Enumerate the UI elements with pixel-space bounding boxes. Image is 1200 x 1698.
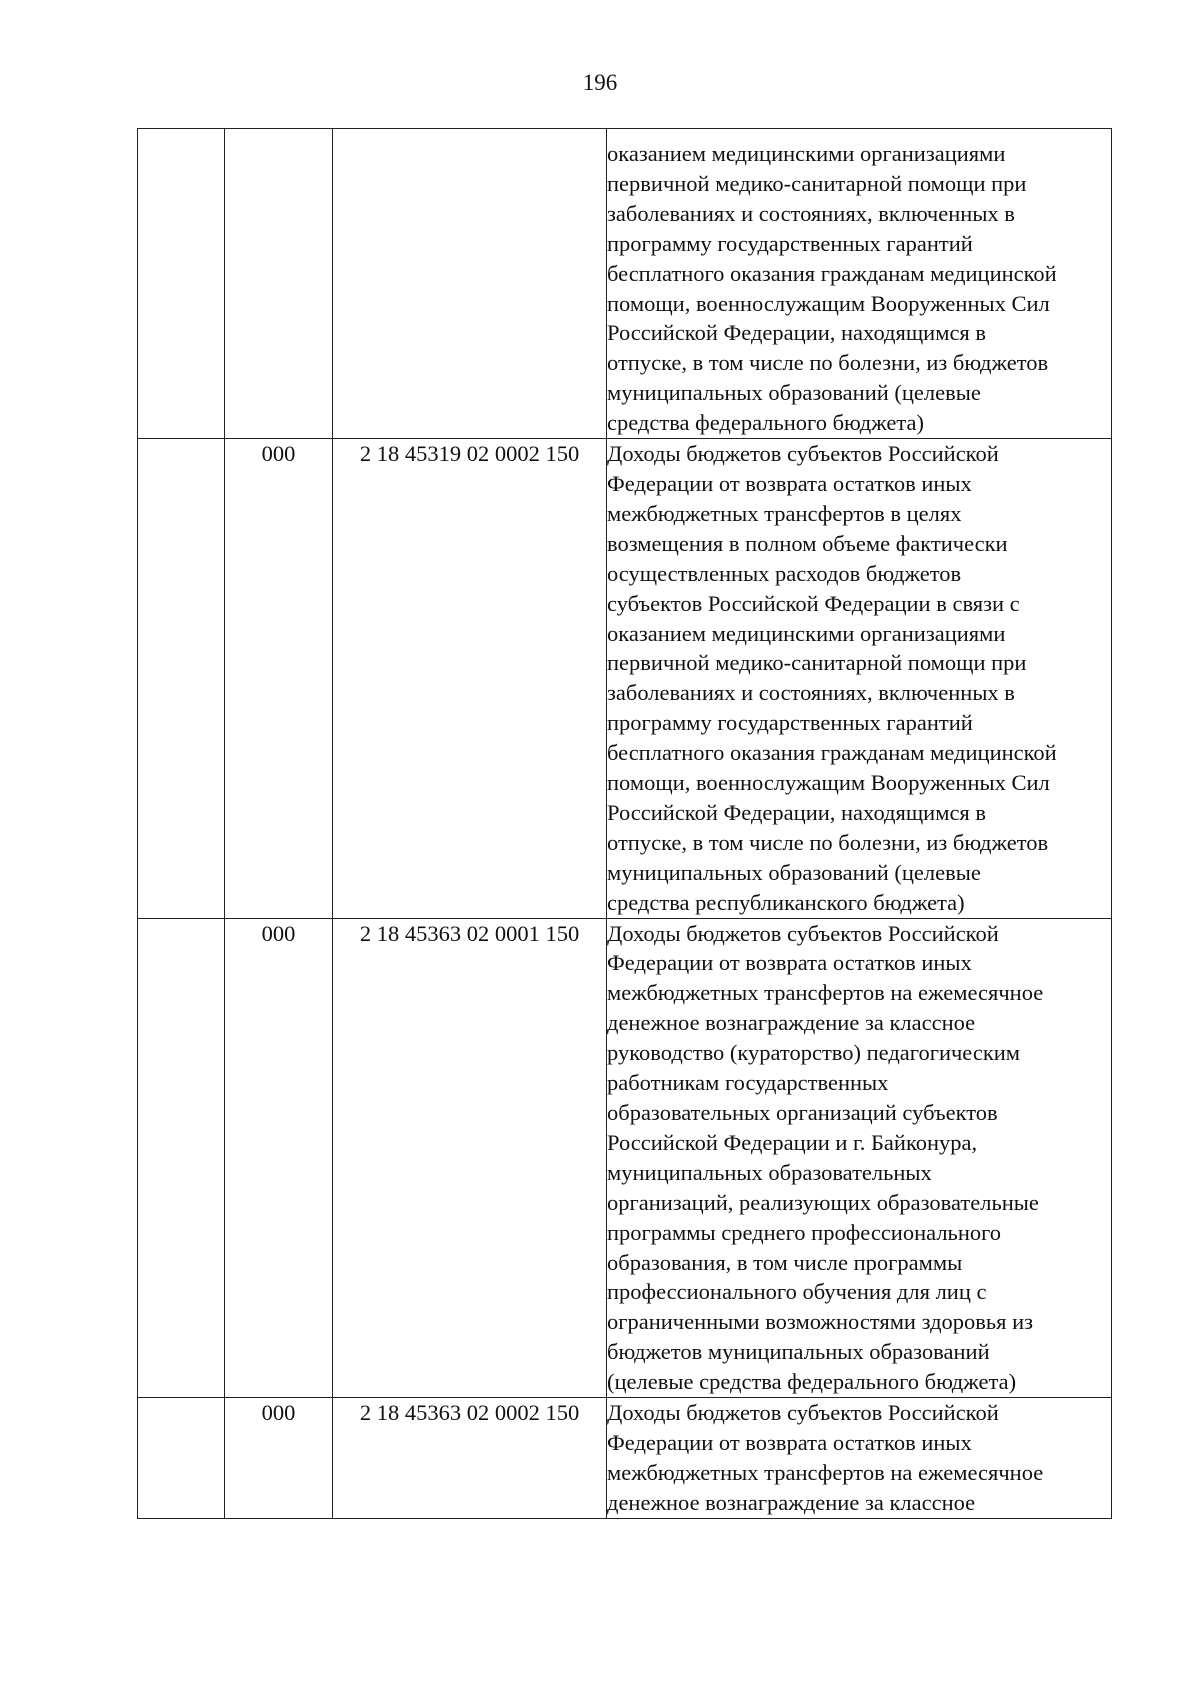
- description-line: программы среднего профессионального: [607, 1219, 1002, 1245]
- description-line: отпуске, в том числе по болезни, из бюджетов: [607, 350, 1049, 376]
- description-line: (целевые средства федерального бюджета): [607, 1369, 1017, 1395]
- budget-code-cell: 2 18 45363 02 0002 150: [333, 1398, 607, 1519]
- page-number: 196: [582, 70, 618, 95]
- description-line: муниципальных образований (целевые: [607, 380, 981, 406]
- description-cell: [607, 129, 1112, 439]
- description-line: образования, в том числе программы: [607, 1249, 963, 1275]
- admin-code-cell: [225, 129, 333, 439]
- description-line: бюджетов муниципальных образований: [607, 1339, 990, 1365]
- description-line: Федерации от возврата остатков иных: [607, 1429, 972, 1455]
- table-row: [138, 1398, 1112, 1519]
- budget-code-cell: [333, 129, 607, 439]
- admin-code-cell: 000: [225, 439, 333, 919]
- description-line: помощи, военнослужащим Вооруженных Сил: [607, 290, 1050, 316]
- description-line: Федерации от возврата остатков иных: [607, 950, 972, 976]
- description-line: Доходы бюджетов субъектов Российской: [607, 920, 999, 946]
- description-cell: [607, 439, 1112, 919]
- description-line: заболеваниях и состояниях, включенных в: [607, 680, 1015, 706]
- description-line: ограниченными возможностями здоровья из: [607, 1309, 1034, 1335]
- description-line: заболеваниях и состояниях, включенных в: [607, 200, 1015, 226]
- description-line: межбюджетных трансфертов на ежемесячное: [607, 1459, 1044, 1485]
- description-line: отпуске, в том числе по болезни, из бюджетов: [607, 829, 1049, 855]
- description-line: муниципальных образовательных: [607, 1159, 932, 1185]
- description-line: Российской Федерации, находящимся в: [607, 799, 987, 825]
- empty-cell: [138, 129, 225, 439]
- description-cell: [607, 1398, 1112, 1519]
- table-row: [138, 439, 1112, 919]
- description-line: денежное вознаграждение за классное: [607, 1489, 976, 1515]
- description-line: средства федерального бюджета): [607, 410, 924, 436]
- description-line: муниципальных образований (целевые: [607, 859, 981, 885]
- empty-cell: [138, 918, 225, 1398]
- description-line: Доходы бюджетов субъектов Российской: [607, 441, 999, 467]
- description-line: руководство (кураторство) педагогическим: [607, 1040, 1021, 1066]
- admin-code-cell: 000: [225, 918, 333, 1398]
- description-line: профессионального обучения для лиц с: [607, 1279, 987, 1305]
- description-line: Российской Федерации, находящимся в: [607, 320, 987, 346]
- description-line: образовательных организаций субъектов: [607, 1100, 998, 1125]
- description-line: организаций, реализующих образовательные: [607, 1189, 1039, 1215]
- description-cell: [607, 918, 1112, 1398]
- description-line: межбюджетных трансфертов на ежемесячное: [607, 980, 1044, 1006]
- empty-cell: [138, 1398, 225, 1519]
- empty-cell: [138, 439, 225, 919]
- description-line: помощи, военнослужащим Вооруженных Сил: [607, 770, 1050, 796]
- description-line: Федерации от возврата остатков иных: [607, 470, 972, 496]
- description-line: денежное вознаграждение за классное: [607, 1010, 976, 1036]
- description-line: Российской Федерации и г. Байконура,: [607, 1129, 978, 1155]
- description-line: возмещения в полном объеме фактически: [607, 530, 1008, 556]
- description-line: программу государственных гарантий: [607, 710, 973, 736]
- description-line: оказанием медицинскими организациями: [607, 620, 1006, 646]
- description-line: первичной медико-санитарной помощи при: [607, 170, 1027, 196]
- budget-code-cell: 2 18 45319 02 0002 150: [333, 439, 607, 919]
- description-line: оказанием медицинскими организациями: [607, 141, 1006, 166]
- description-line: Доходы бюджетов субъектов Российской: [607, 1400, 999, 1426]
- description-line: программу государственных гарантий: [607, 230, 973, 256]
- description-line: субъектов Российской Федерации в связи с: [607, 590, 1020, 616]
- table-row: [138, 918, 1112, 1398]
- description-line: межбюджетных трансфертов в целях: [607, 500, 962, 526]
- budget-code-cell: 2 18 45363 02 0001 150: [333, 918, 607, 1398]
- description-line: бесплатного оказания гражданам медицинской: [607, 260, 1057, 286]
- description-line: средства республиканского бюджета): [607, 889, 965, 915]
- description-line: бесплатного оказания гражданам медицинской: [607, 740, 1057, 766]
- table-row: [138, 129, 1112, 439]
- admin-code-cell: 000: [225, 1398, 333, 1519]
- revenue-codes-table: [137, 128, 1112, 1519]
- description-line: работникам государственных: [607, 1070, 889, 1096]
- description-line: первичной медико-санитарной помощи при: [607, 650, 1027, 676]
- description-line: осуществленных расходов бюджетов: [607, 560, 962, 586]
